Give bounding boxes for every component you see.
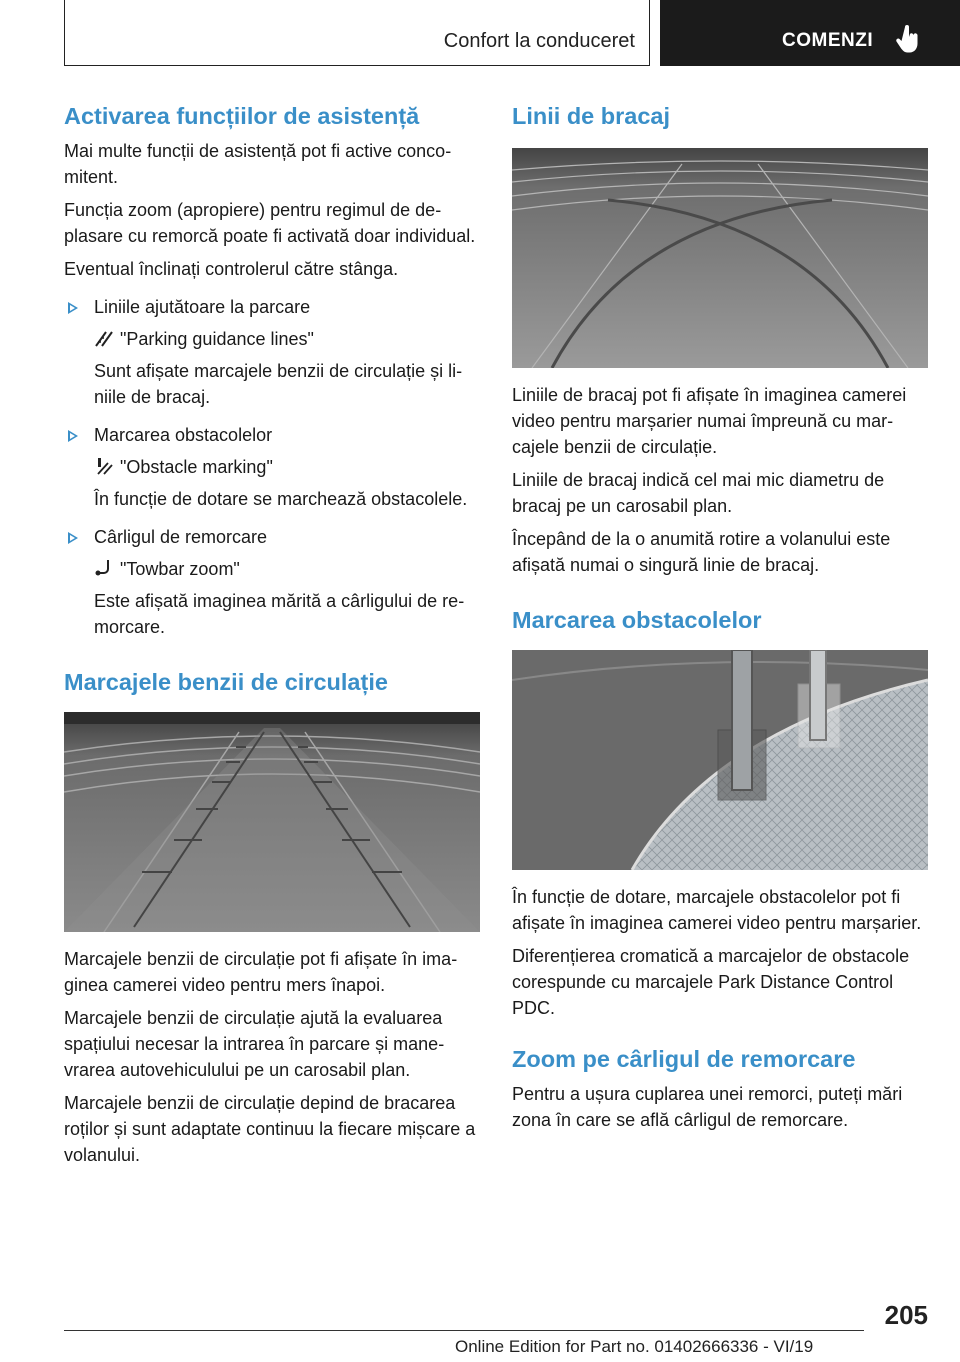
heading-activation: Activarea funcțiilor de asistență bbox=[64, 103, 420, 129]
menu-entry bbox=[64, 454, 480, 480]
heading-obstacle-marking: Marcarea obstacolelor bbox=[512, 607, 762, 633]
list-item-label: Cârligul de remorcare bbox=[94, 527, 268, 547]
list-item-label: Marcarea obstacolelor bbox=[94, 425, 273, 445]
list-item-description: Este afișată imaginea mărită a cârligului de remorcare. bbox=[94, 591, 465, 637]
paragraph: Marcajele benzii de circulație ajută la evaluarea spațiului necesar la intrarea în parcare și manevrarea autovehiculului pe un carosabil plan. bbox=[64, 1008, 445, 1080]
heading-lane-markings: Marcajele benzii de circulație bbox=[64, 669, 388, 695]
bullet-triangle-icon bbox=[68, 532, 78, 544]
towbar-icon bbox=[94, 559, 114, 577]
heading-towbar-zoom: Zoom pe cârligul de remorcare bbox=[512, 1046, 856, 1072]
right-column bbox=[512, 100, 928, 1140]
bullet-triangle-icon bbox=[68, 430, 78, 442]
paragraph: Mai multe funcții de asistență pot fi active concomitent. bbox=[64, 141, 452, 187]
paragraph: Diferențierea cromatică a marcajelor de obstacole corespunde cu marcajele Park Distance Control PDC. bbox=[512, 946, 910, 1018]
list-item-label: Liniile ajutătoare la parcare bbox=[94, 297, 311, 317]
page-number: 205 bbox=[884, 1300, 928, 1330]
list-item bbox=[64, 422, 480, 448]
paragraph: Liniile de bracaj indică cel mai mic diametru de bracaj pe un carosabil plan. bbox=[512, 470, 885, 516]
lane-markings-illustration bbox=[64, 712, 480, 932]
footer-edition: Online Edition for Part no. 01402666336 - VI/19 bbox=[455, 1337, 814, 1356]
menu-entry-label: "Parking guidance lines" bbox=[120, 329, 314, 349]
list-item-description: Sunt afișate marcajele benzii de circulație și liniile de bracaj. bbox=[94, 361, 463, 407]
menu-entry-label: "Obstacle marking" bbox=[120, 457, 273, 477]
menu-entry bbox=[64, 326, 480, 352]
list-item bbox=[64, 524, 480, 550]
list-item bbox=[64, 294, 480, 320]
bullet-triangle-icon bbox=[68, 302, 78, 314]
hand-pointer-icon bbox=[896, 25, 920, 55]
paragraph: Marcajele benzii de circulație pot fi afișate în imaginea camerei video pentru mers înapoi. bbox=[64, 949, 458, 995]
paragraph: Pentru a ușura cuplarea unei remorci, puteți mări zona în care se află cârligul de remorcare. bbox=[512, 1084, 903, 1130]
paragraph: Începând de la o anumită rotire a volanului este afișată numai o singură linie de bracaj. bbox=[512, 529, 891, 575]
turning-lines-illustration bbox=[512, 148, 928, 368]
menu-entry bbox=[64, 556, 480, 582]
obstacle-marking-illustration bbox=[512, 650, 928, 870]
list-item-description: În funcție de dotare se marchează obstacolele. bbox=[94, 489, 468, 509]
paragraph: Liniile de bracaj pot fi afișate în imaginea camerei video pentru marșarier numai împreună cu marcajele benzii de circulație. bbox=[512, 385, 907, 457]
paragraph: Funcția zoom (apropiere) pentru regimul de deplasare cu remorcă poate fi activată doar individual. bbox=[64, 200, 476, 246]
paragraph: Marcajele benzii de circulație depind de bracarea roților și sunt adaptate continuu la fiecare mișcare a volanului. bbox=[64, 1093, 476, 1165]
chapter-title: COMENZI bbox=[782, 30, 874, 51]
section-header-tab bbox=[64, 0, 650, 66]
left-column bbox=[64, 100, 480, 1175]
parking-lines-icon bbox=[94, 329, 114, 347]
section-title: Confort la conduceret bbox=[443, 30, 635, 52]
footer-divider bbox=[64, 1330, 864, 1331]
menu-entry-label: "Towbar zoom" bbox=[120, 559, 240, 579]
chapter-header-tab bbox=[660, 0, 960, 66]
obstacle-marking-icon bbox=[94, 457, 114, 475]
heading-turning-lines: Linii de bracaj bbox=[512, 103, 671, 129]
paragraph: În funcție de dotare, marcajele obstacolelor pot fi afișate în imaginea camerei video pentru marșarier. bbox=[512, 887, 922, 933]
paragraph: Eventual înclinați controlerul către stânga. bbox=[64, 259, 399, 279]
